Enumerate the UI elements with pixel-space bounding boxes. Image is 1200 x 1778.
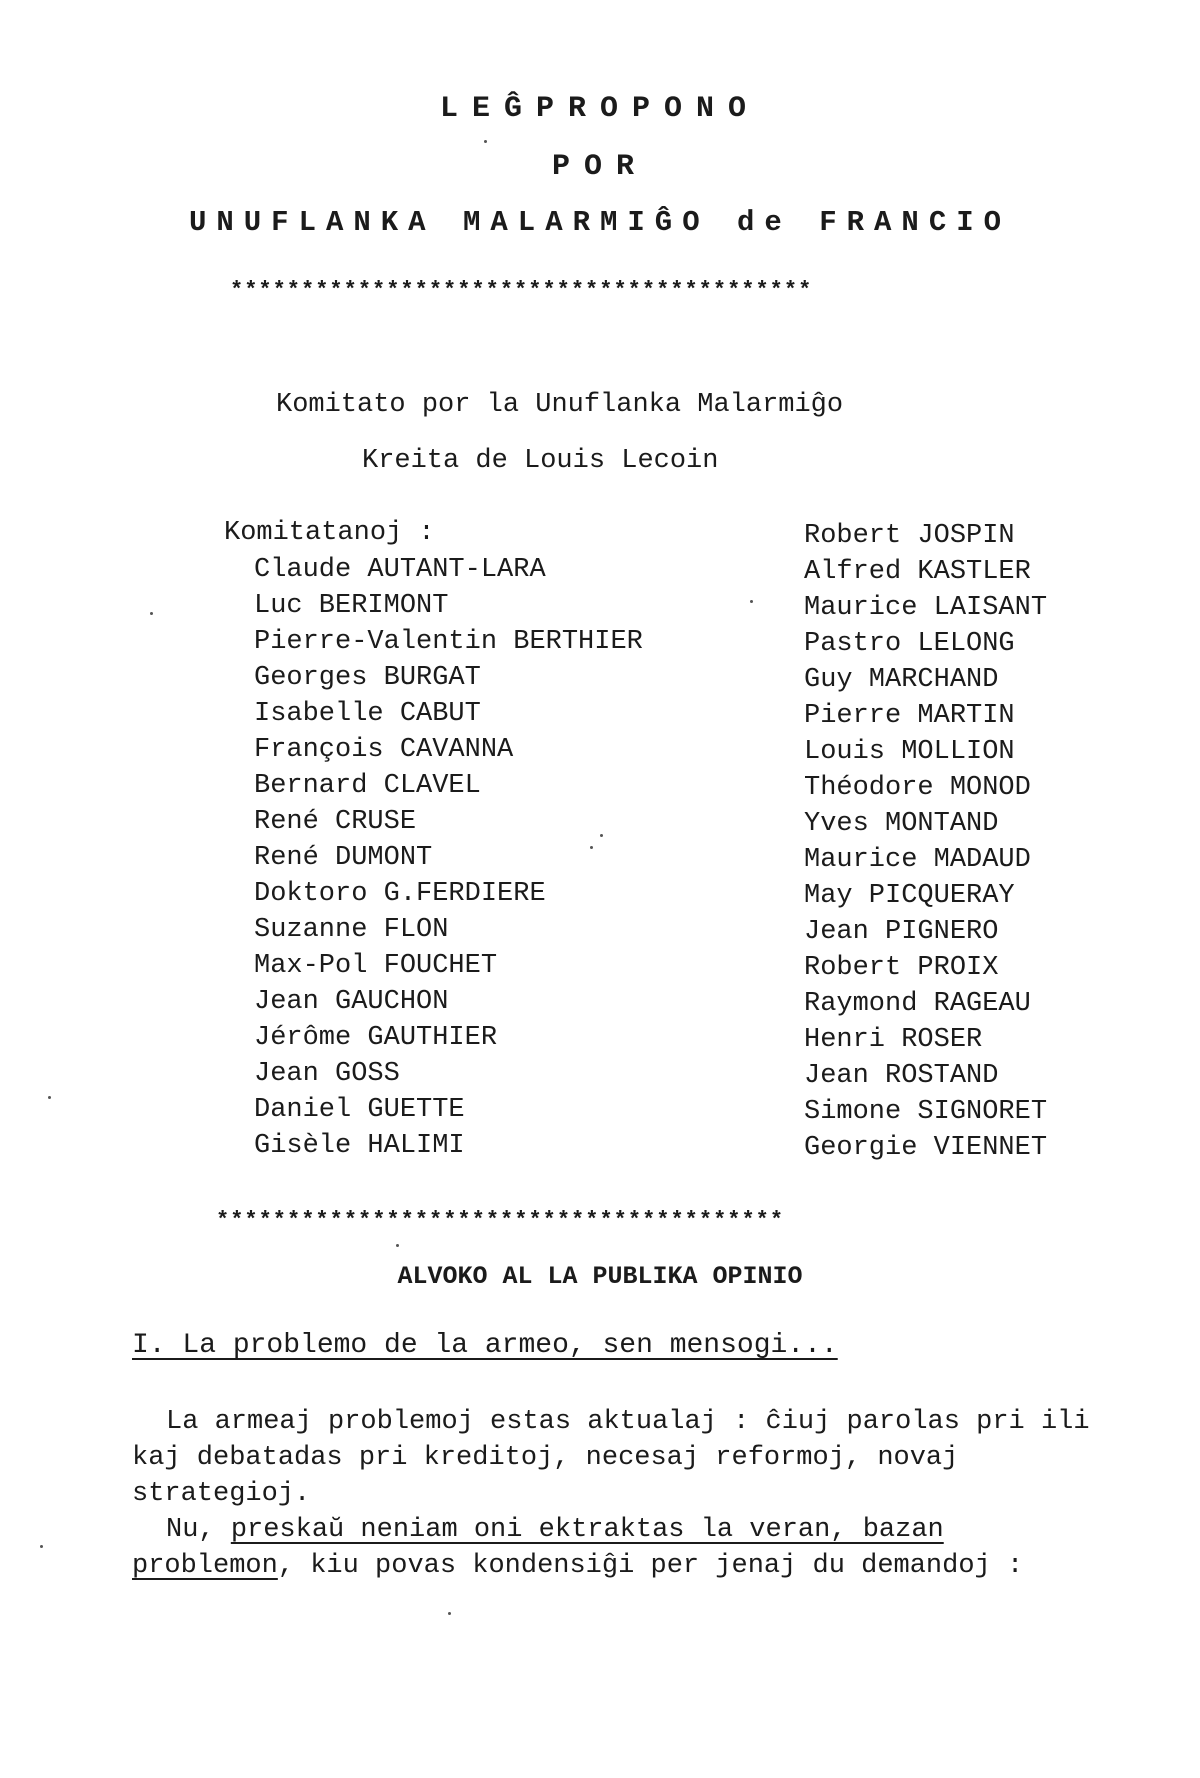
member-name: Jean GAUCHON bbox=[254, 987, 449, 1017]
member-name: Louis MOLLION bbox=[804, 737, 1015, 767]
member-name: Yves MONTAND bbox=[804, 809, 999, 839]
scan-speck bbox=[150, 612, 153, 615]
section-heading: I. La problemo de la armeo, sen mensogi... bbox=[132, 1330, 838, 1361]
scan-speck bbox=[40, 1545, 43, 1548]
member-name: May PICQUERAY bbox=[804, 881, 1015, 911]
members-list-left bbox=[254, 552, 643, 1164]
scan-speck bbox=[600, 834, 603, 837]
member-name: Bernard CLAVEL bbox=[254, 771, 481, 801]
committee-creator: Kreita de Louis Lecoin bbox=[362, 446, 719, 476]
member-name: Alfred KASTLER bbox=[804, 557, 1031, 587]
member-name: Jean PIGNERO bbox=[804, 917, 999, 947]
member-name: Jean ROSTAND bbox=[804, 1061, 999, 1091]
member-name: Maurice LAISANT bbox=[804, 593, 1048, 623]
paragraph-2-underlined: preskaŭ neniam oni ektraktas la veran, bazan problemon bbox=[132, 1515, 944, 1581]
member-name: Georgie VIENNET bbox=[804, 1133, 1048, 1163]
member-name: Pierre-Valentin BERTHIER bbox=[254, 627, 643, 657]
paragraph-2-end: , kiu povas kondensiĝi per jenaj du demandoj : bbox=[277, 1551, 1024, 1581]
member-name: Isabelle CABUT bbox=[254, 699, 481, 729]
member-name: Théodore MONOD bbox=[804, 773, 1031, 803]
title-line-3: UNUFLANKA MALARMIĜO de FRANCIO bbox=[188, 206, 1012, 239]
member-name: Simone SIGNORET bbox=[804, 1097, 1048, 1127]
member-name: Robert PROIX bbox=[804, 953, 999, 983]
paragraph-1: La armeaj problemoj estas aktualaj : ĉiuj parolas pri ili kaj debatadas pri kreditoj, necesaj reformoj, novaj strategioj. bbox=[132, 1407, 1090, 1509]
member-name: Raymond RAGEAU bbox=[804, 989, 1031, 1019]
scan-speck bbox=[484, 140, 487, 143]
member-name: Robert JOSPIN bbox=[804, 521, 1015, 551]
separator-middle: **************************************** bbox=[216, 1208, 785, 1233]
member-name: Claude AUTANT-LARA bbox=[254, 555, 546, 585]
member-name: Maurice MADAUD bbox=[804, 845, 1031, 875]
title-line-2: POR bbox=[551, 150, 648, 184]
members-list-right bbox=[804, 518, 1047, 1166]
scan-speck bbox=[396, 1244, 399, 1247]
appeal-heading: ALVOKO AL LA PUBLIKA OPINIO bbox=[397, 1262, 803, 1291]
member-name: Jean GOSS bbox=[254, 1059, 400, 1089]
title-line-1: LEĜPROPONO bbox=[439, 92, 761, 126]
member-name: René CRUSE bbox=[254, 807, 417, 837]
member-name: François CAVANNA bbox=[254, 735, 514, 765]
member-name: Gisèle HALIMI bbox=[254, 1131, 465, 1161]
scan-speck bbox=[750, 600, 753, 603]
member-name: Max-Pol FOUCHET bbox=[254, 951, 498, 981]
members-label: Komitatanoj : bbox=[224, 518, 435, 548]
member-name: Daniel GUETTE bbox=[254, 1095, 465, 1125]
paragraph-2-start: Nu, bbox=[166, 1515, 231, 1545]
separator-top: ***************************************** bbox=[230, 278, 813, 303]
paragraph-2 bbox=[132, 1512, 1092, 1584]
committee-title: Komitato por la Unuflanka Malarmiĝo bbox=[276, 390, 844, 420]
member-name: René DUMONT bbox=[254, 843, 433, 873]
member-name: Luc BERIMONT bbox=[254, 591, 449, 621]
member-name: Suzanne FLON bbox=[254, 915, 449, 945]
member-name: Georges BURGAT bbox=[254, 663, 481, 693]
scan-speck bbox=[590, 846, 593, 849]
member-name: Guy MARCHAND bbox=[804, 665, 999, 695]
scan-speck bbox=[48, 1096, 51, 1099]
member-name: Doktoro G.FERDIERE bbox=[254, 879, 546, 909]
scan-speck bbox=[448, 1612, 451, 1615]
member-name: Pierre MARTIN bbox=[804, 701, 1015, 731]
member-name: Jérôme GAUTHIER bbox=[254, 1023, 498, 1053]
member-name: Henri ROSER bbox=[804, 1025, 983, 1055]
member-name: Pastro LELONG bbox=[804, 629, 1015, 659]
